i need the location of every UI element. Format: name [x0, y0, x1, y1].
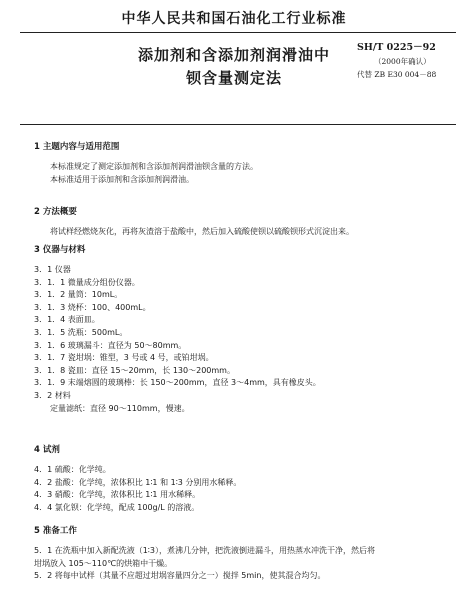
paragraph-line: 3．1．4 表面皿。: [34, 315, 100, 325]
section-heading-s3: 3 仪器与材料: [34, 245, 86, 255]
paragraph-line: 定量滤纸：直径 90～110mm，慢速。: [50, 403, 190, 413]
document-title-line2: 钡含量测定法: [185, 69, 282, 87]
paragraph-line: 3．1．6 玻璃漏斗：直径为 50～80mm。: [34, 340, 187, 350]
paragraph-line: 4．3 硝酸：化学纯，浓体积比 1∶1 用水稀释。: [34, 490, 201, 500]
paragraph-line: 3．1．9 末端熔圆的玻璃棒：长 150～200mm，直径 3～4mm，具有橡皮头。: [34, 378, 321, 388]
paragraph-line: 5．2 将每中试样（其量不应超过坩埚容量四分之一）搅拌 5min，使其混合均匀。: [34, 571, 326, 581]
confirmation-note: （2000年确认）: [374, 57, 431, 66]
paragraph-line: 3．1．2 量筒：10mL。: [34, 290, 123, 300]
issuing-organization: 中华人民共和国石油化工行业标准: [121, 11, 347, 27]
paragraph-line: 4．1 硫酸：化学纯。: [34, 465, 111, 474]
replacement-note: 代替 ZB E30 004－88: [357, 70, 437, 79]
paragraph-line: 3．1．1 微量成分组份仪器。: [34, 277, 140, 287]
paragraph-line: 3．2 材料: [34, 391, 71, 400]
paragraph-line: 3．1．8 瓷皿：直径 15～20mm，长 130～200mm。: [34, 365, 235, 375]
section-heading-s5: 5 准备工作: [34, 526, 77, 536]
paragraph-line: 本标准规定了测定添加剂和含添加剂润滑油钡含量的方法。: [50, 162, 258, 171]
section-heading-s1: 1 主题内容与适用范围: [34, 142, 120, 152]
section-heading-s2: 2 方法概要: [34, 207, 77, 217]
header-divider: [20, 32, 456, 33]
paragraph-line: 3．1．5 洗瓶：500mL。: [34, 328, 128, 337]
paragraph-line: 将试样经燃烧灰化，再将灰渣溶于盐酸中，然后加入硫酸使钡以硫酸钡形式沉淀出来。: [50, 227, 354, 236]
paragraph-line: 4．4 氯化钡：化学纯，配成 100g/L 的溶液。: [34, 502, 200, 512]
paragraph-line: 本标准适用于添加剂和含添加剂润滑油。: [50, 174, 194, 184]
standard-number: SH/T 0225－92: [357, 42, 436, 53]
document-title-line1: 添加剂和含添加剂润滑油中: [137, 46, 330, 64]
paragraph-line: 5．1 在洗瓶中加入新配洗液（1∶3），煮沸几分钟，把洗液倒进漏斗，用热蒸水冲洗干净，然后将: [34, 546, 375, 555]
paragraph-line: 3．1．3 烧杯：100、400mL。: [34, 302, 151, 312]
paragraph-line: 坩埚放入 105～110℃的烘箱中干燥。: [34, 558, 173, 568]
paragraph-line: 3．1 仪器: [34, 265, 71, 274]
section-heading-s4: 4 试剂: [34, 445, 60, 455]
title-divider: [20, 124, 456, 125]
paragraph-line: 3．1．7 瓷坩埚：锥型，3 号或 4 号，或铂坩埚。: [34, 353, 214, 363]
paragraph-line: 4．2 盐酸：化学纯，浓体积比 1∶1 和 1∶3 分别用水稀释。: [34, 477, 242, 487]
